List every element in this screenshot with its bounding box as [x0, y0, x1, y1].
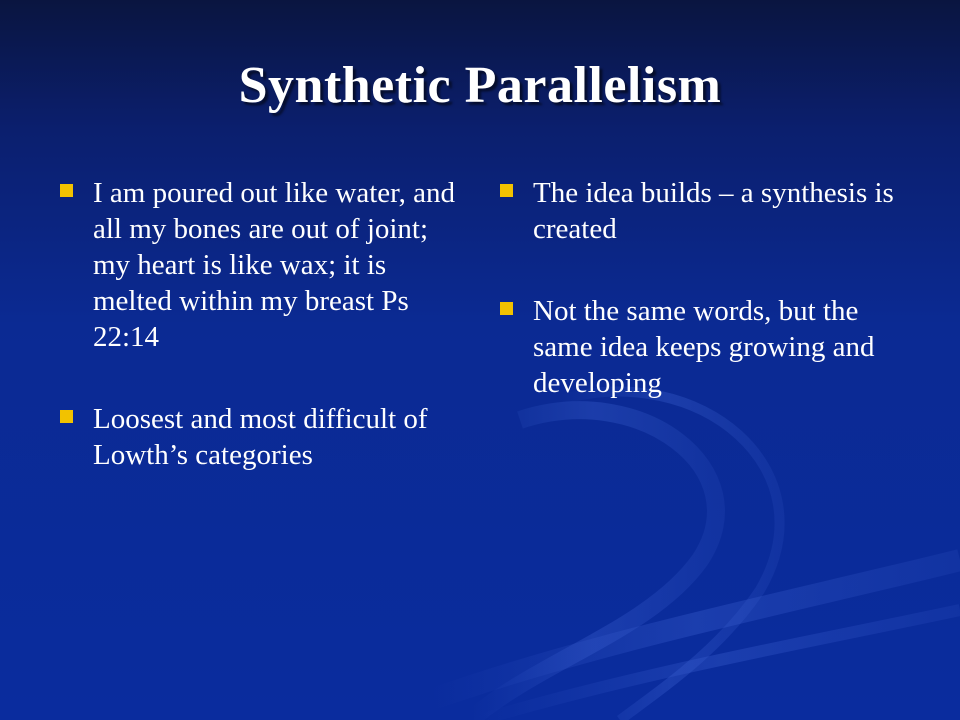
bullet-item: [500, 175, 920, 247]
left-column: [60, 175, 460, 519]
bullet-text: The idea builds – a synthesis is created: [533, 177, 894, 245]
bullet-square-icon: [60, 184, 73, 197]
bullet-text: Loosest and most difficult of Lowth’s categories: [93, 403, 428, 471]
bullet-square-icon: [500, 184, 513, 197]
bullet-item: [60, 401, 460, 473]
bullet-text: I am poured out like water, and all my bones are out of joint; my heart is like wax; it is melted within my breast Ps 22:14: [93, 177, 456, 353]
right-column: [500, 175, 920, 447]
bullet-item: [500, 293, 920, 401]
bullet-item: [60, 175, 460, 355]
bullet-text: Not the same words, but the same idea keeps growing and developing: [533, 295, 875, 399]
bullet-square-icon: [500, 302, 513, 315]
slide-title: Synthetic Parallelism: [238, 57, 722, 114]
bullet-square-icon: [60, 410, 73, 423]
